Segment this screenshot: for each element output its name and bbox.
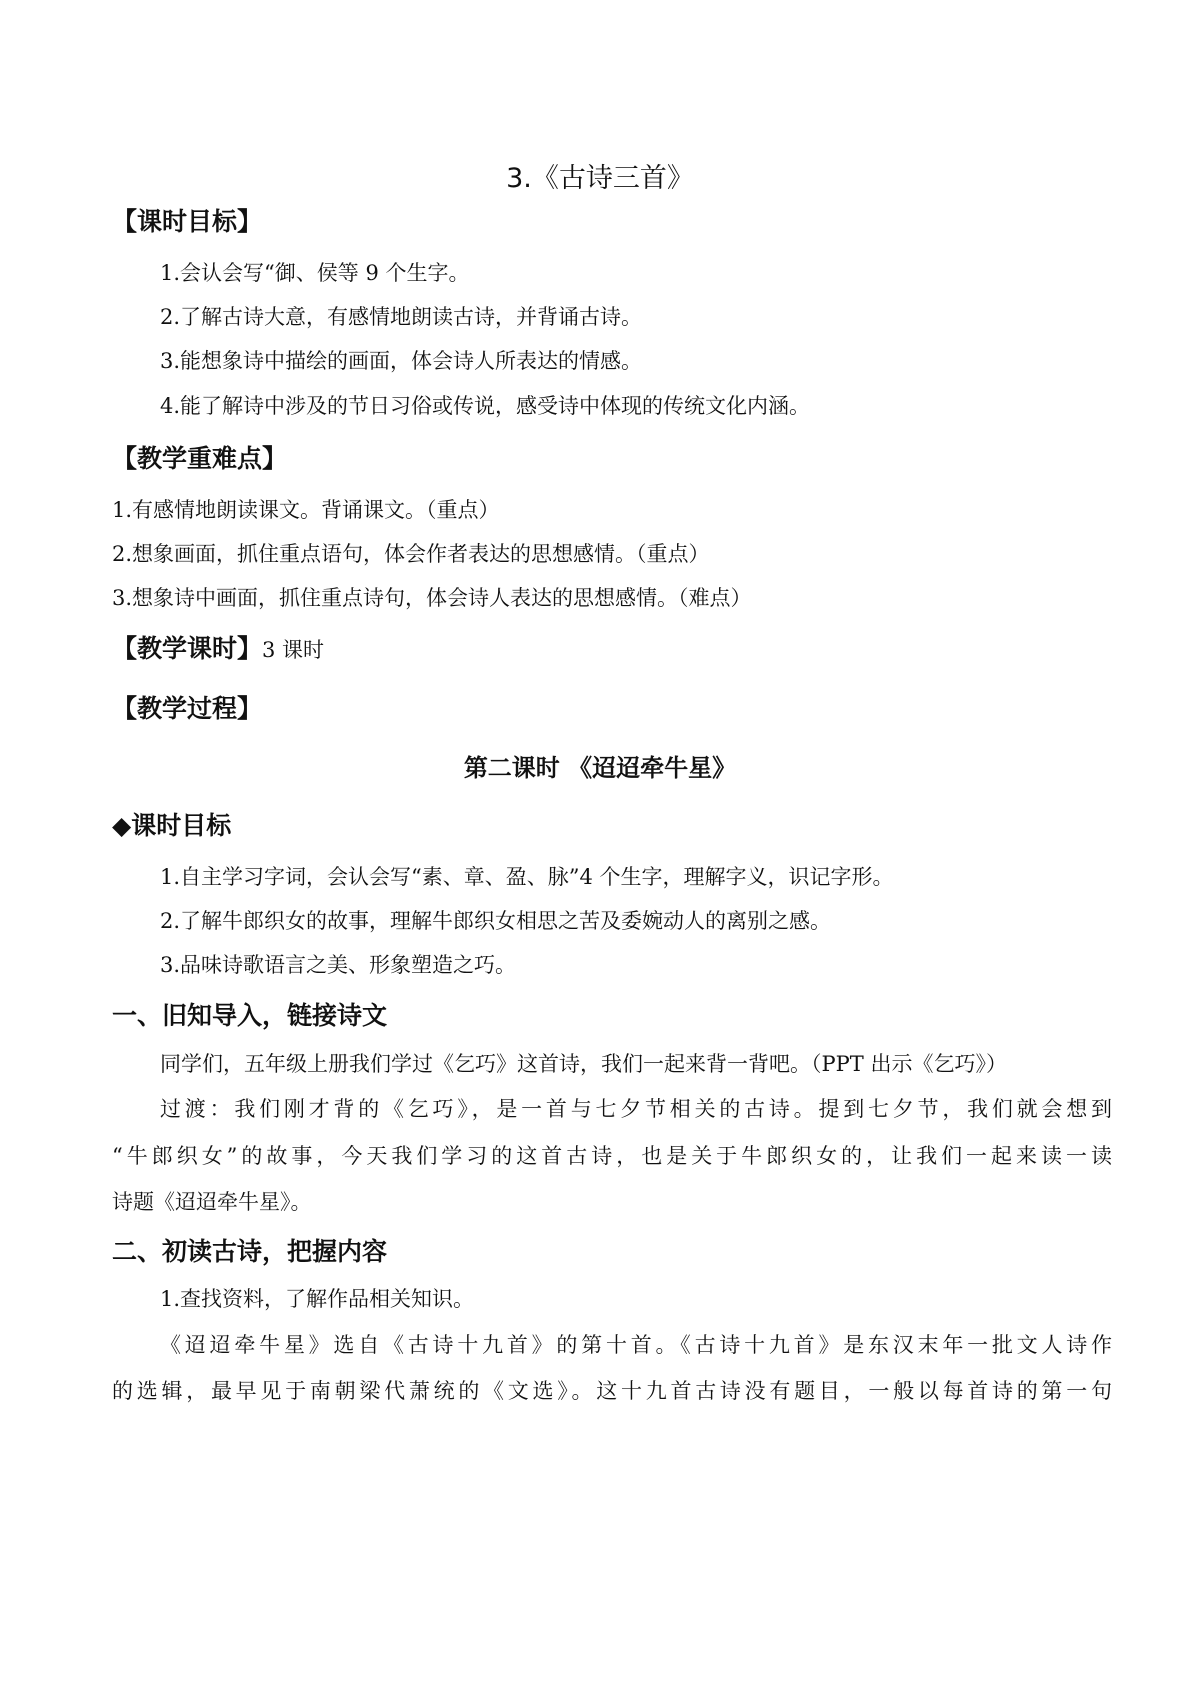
- lesson-objective-item: 2.了解牛郎织女的故事，理解牛郎织女相思之苦及委婉动人的离别之感。: [160, 909, 832, 933]
- lesson-objective-item: 3.品味诗歌语言之美、形象塑造之巧。: [160, 953, 517, 977]
- paragraph-line: 《迢迢牵牛星》选自《古诗十九首》的第十首。《古诗十九首》是东汉末年一批文人诗作: [160, 1333, 1112, 1357]
- lesson-objective-item: 1.自主学习字词，会认会写“素、章、盈、脉”4 个生字，理解字义，识记字形。: [160, 865, 894, 889]
- key-point-item: 3.想象诗中画面，抓住重点诗句，体会诗人表达的思想感情。（难点）: [112, 586, 752, 610]
- key-point-item: 1.有感情地朗读课文。背诵课文。（重点）: [112, 498, 500, 522]
- objective-item: 4.能了解诗中涉及的节日习俗或传说，感受诗中体现的传统文化内涵。: [160, 394, 811, 418]
- objective-item: 3.能想象诗中描绘的画面，体会诗人所表达的情感。: [160, 349, 643, 373]
- paragraph-line: 同学们，五年级上册我们学过《乞巧》这首诗，我们一起来背一背吧。（PPT 出示《乞巧》）: [160, 1052, 1007, 1076]
- lesson-objectives-heading: ◆课时目标: [112, 811, 232, 840]
- objective-item: 1.会认会写“御、侯等 9 个生字。: [160, 261, 470, 285]
- paragraph-line: 过渡：我们刚才背的《乞巧》，是一首与七夕节相关的古诗。提到七夕节，我们就会想到: [160, 1097, 1112, 1121]
- key-point-item: 2.想象画面，抓住重点语句，体会作者表达的思想感情。（重点）: [112, 542, 710, 566]
- part1-heading: 一、旧知导入，链接诗文: [112, 1001, 388, 1030]
- paragraph-line: 诗题《迢迢牵牛星》。: [112, 1190, 312, 1214]
- hours-row: [0, 631, 1200, 668]
- process-heading: 【教学过程】: [112, 694, 263, 723]
- part2-heading: 二、初读古诗，把握内容: [112, 1237, 388, 1266]
- hours-value: 3 课时: [262, 638, 325, 662]
- key-points-heading: 【教学重难点】: [112, 444, 288, 473]
- objective-item: 2.了解古诗大意，有感情地朗读古诗，并背诵古诗。: [160, 305, 643, 329]
- lesson-subtitle: 第二课时 《迢迢牵牛星》: [463, 754, 737, 782]
- hours-heading: 【教学课时】: [112, 634, 263, 663]
- document-title: 3.《古诗三首》: [506, 163, 694, 194]
- paragraph-line: “牛郎织女”的故事，今天我们学习的这首古诗，也是关于牛郎织女的，让我们一起来读一读: [112, 1144, 1112, 1168]
- paragraph-line: 的选辑，最早见于南朝梁代萧统的《文选》。这十九首古诗没有题目，一般以每首诗的第一句: [112, 1379, 1112, 1403]
- paragraph-line: 1.查找资料，了解作品相关知识。: [160, 1287, 475, 1311]
- objectives-heading: 【课时目标】: [112, 207, 263, 236]
